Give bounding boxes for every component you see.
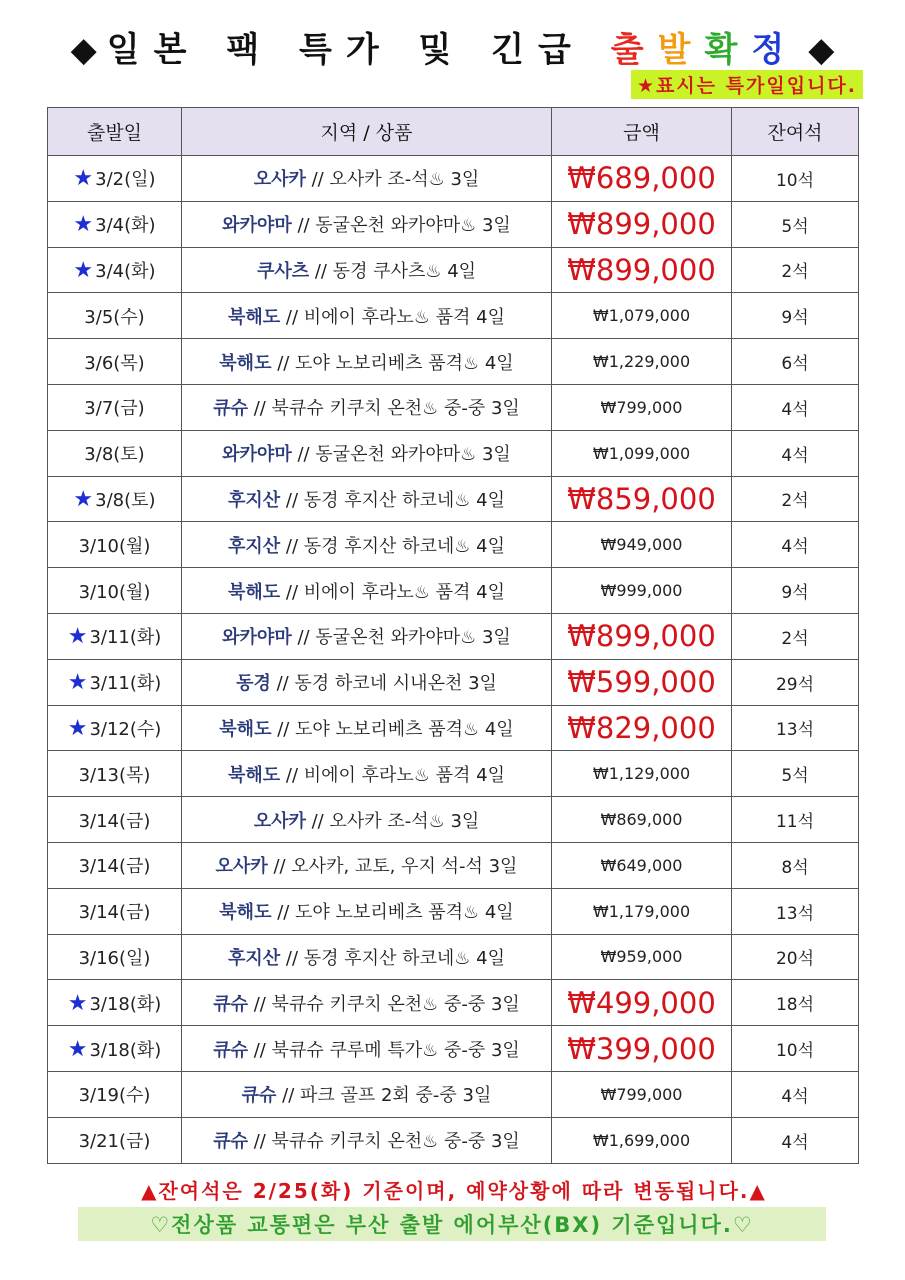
region-name: 북해도 bbox=[219, 902, 272, 924]
product-name: // 북큐슈 키쿠치 온천♨ 중-중 3일 bbox=[247, 993, 520, 1015]
header-product: 지역 / 상품 bbox=[182, 108, 552, 156]
price-cell: ₩949,000 bbox=[552, 522, 732, 568]
region-name: 큐슈 bbox=[213, 1039, 248, 1061]
product-cell bbox=[182, 522, 552, 568]
product-name: // 동경 후지산 하코네♨ 4일 bbox=[280, 535, 505, 557]
departure-date-cell bbox=[48, 659, 182, 705]
departure-date-cell bbox=[48, 980, 182, 1026]
price-cell: ₩1,099,000 bbox=[552, 430, 732, 476]
seats-cell: 4석 bbox=[732, 522, 859, 568]
table-row bbox=[48, 751, 859, 797]
table-row bbox=[48, 980, 859, 1026]
departure-date: 3/2(일) bbox=[95, 169, 156, 191]
departure-date: 3/8(토) bbox=[84, 444, 145, 466]
region-name: 와카야마 bbox=[222, 627, 292, 649]
product-name: // 도야 노보리베츠 품격♨ 4일 bbox=[271, 902, 514, 924]
product-name: // 동굴온천 와카야마♨ 3일 bbox=[291, 444, 511, 466]
seats-cell: 4석 bbox=[732, 1071, 859, 1117]
table-row bbox=[48, 522, 859, 568]
departure-date: 3/8(토) bbox=[95, 489, 156, 511]
region-name: 북해도 bbox=[228, 306, 281, 328]
departure-date: 3/12(수) bbox=[89, 718, 162, 740]
table-row bbox=[48, 201, 859, 247]
product-name: // 비에이 후라노♨ 품격 4일 bbox=[280, 306, 505, 328]
departure-date-cell bbox=[48, 201, 182, 247]
diamond-icon: ◆ bbox=[70, 30, 97, 70]
departure-date-cell bbox=[48, 751, 182, 797]
departure-date-cell bbox=[48, 1026, 182, 1072]
table-header-row bbox=[48, 108, 859, 156]
header-seats: 잔여석 bbox=[732, 108, 859, 156]
region-name: 북해도 bbox=[228, 764, 281, 786]
departure-date: 3/14(금) bbox=[78, 810, 151, 832]
departure-date: 3/14(금) bbox=[78, 856, 151, 878]
departure-date: 3/13(목) bbox=[78, 764, 151, 786]
price-cell: ₩899,000 bbox=[552, 247, 732, 293]
region-name: 북해도 bbox=[228, 581, 281, 603]
star-icon: ★ bbox=[67, 670, 88, 696]
product-cell bbox=[182, 156, 552, 202]
price-cell: ₩649,000 bbox=[552, 842, 732, 888]
star-icon: ★ bbox=[73, 212, 94, 238]
product-cell bbox=[182, 339, 552, 385]
region-name: 큐슈 bbox=[213, 993, 248, 1015]
special-note: ★표시는 특가일입니다. bbox=[631, 70, 863, 99]
title-char-1: 출 bbox=[610, 30, 658, 70]
departure-date: 3/7(금) bbox=[84, 398, 145, 420]
price-cell: ₩689,000 bbox=[552, 156, 732, 202]
table-row bbox=[48, 568, 859, 614]
departure-date: 3/18(화) bbox=[89, 1039, 162, 1061]
product-name: // 동경 후지산 하코네♨ 4일 bbox=[280, 489, 505, 511]
product-cell bbox=[182, 613, 552, 659]
table-row bbox=[48, 430, 859, 476]
product-cell bbox=[182, 1117, 552, 1163]
price-cell: ₩1,229,000 bbox=[552, 339, 732, 385]
region-name: 북해도 bbox=[219, 718, 272, 740]
transport-note: ♡전상품 교통편은 부산 출발 에어부산(BX) 기준입니다.♡ bbox=[78, 1207, 826, 1241]
seats-cell: 13석 bbox=[732, 705, 859, 751]
seats-cell: 2석 bbox=[732, 476, 859, 522]
product-cell bbox=[182, 476, 552, 522]
table-row bbox=[48, 476, 859, 522]
region-name: 후지산 bbox=[228, 535, 281, 557]
departure-date-cell bbox=[48, 430, 182, 476]
product-name: // 파크 골프 2회 중-중 3일 bbox=[276, 1085, 492, 1107]
seats-cell: 4석 bbox=[732, 430, 859, 476]
product-cell bbox=[182, 1071, 552, 1117]
departure-date: 3/4(화) bbox=[95, 215, 156, 237]
title-char-3: 확 bbox=[704, 30, 752, 70]
price-cell: ₩1,129,000 bbox=[552, 751, 732, 797]
product-name: // 오사카, 교토, 우지 석-석 3일 bbox=[267, 856, 518, 878]
seats-cell: 13석 bbox=[732, 888, 859, 934]
price-cell: ₩1,079,000 bbox=[552, 293, 732, 339]
star-icon: ★ bbox=[67, 624, 88, 650]
seats-cell: 4석 bbox=[732, 384, 859, 430]
product-cell bbox=[182, 430, 552, 476]
departure-date-cell bbox=[48, 1117, 182, 1163]
product-cell bbox=[182, 842, 552, 888]
departure-date: 3/11(화) bbox=[89, 673, 162, 695]
table-row bbox=[48, 339, 859, 385]
region-name: 큐슈 bbox=[213, 1131, 248, 1153]
region-name: 쿠사츠 bbox=[256, 260, 310, 282]
departure-date: 3/10(월) bbox=[78, 535, 151, 557]
seats-cell: 10석 bbox=[732, 156, 859, 202]
region-name: 큐슈 bbox=[213, 398, 248, 420]
table-row bbox=[48, 842, 859, 888]
star-icon: ★ bbox=[73, 486, 94, 512]
price-cell: ₩959,000 bbox=[552, 934, 732, 980]
region-name: 후지산 bbox=[228, 489, 281, 511]
star-icon: ★ bbox=[73, 257, 94, 283]
region-name: 오사카 bbox=[253, 169, 306, 191]
product-cell bbox=[182, 293, 552, 339]
product-name: // 비에이 후라노♨ 품격 4일 bbox=[280, 581, 505, 603]
price-cell: ₩999,000 bbox=[552, 568, 732, 614]
product-name: // 동경 후지산 하코네♨ 4일 bbox=[280, 947, 505, 969]
departure-date-cell bbox=[48, 522, 182, 568]
seats-cell: 2석 bbox=[732, 613, 859, 659]
departure-date-cell bbox=[48, 613, 182, 659]
product-name: // 동경 쿠사츠♨ 4일 bbox=[309, 260, 477, 282]
star-icon: ★ bbox=[67, 990, 88, 1016]
departure-date-cell bbox=[48, 934, 182, 980]
title-char-2: 발 bbox=[657, 30, 705, 70]
price-cell: ₩499,000 bbox=[552, 980, 732, 1026]
product-name: // 동굴온천 와카야마♨ 3일 bbox=[291, 627, 511, 649]
seats-cell: 18석 bbox=[732, 980, 859, 1026]
departure-date: 3/6(목) bbox=[84, 352, 145, 374]
product-cell bbox=[182, 201, 552, 247]
departure-date: 3/14(금) bbox=[78, 902, 151, 924]
table-body bbox=[48, 156, 859, 1164]
departure-date-cell bbox=[48, 797, 182, 843]
price-cell: ₩899,000 bbox=[552, 201, 732, 247]
product-name: // 도야 노보리베츠 품격♨ 4일 bbox=[271, 352, 514, 374]
product-cell bbox=[182, 659, 552, 705]
departure-date-cell bbox=[48, 476, 182, 522]
price-cell: ₩859,000 bbox=[552, 476, 732, 522]
departure-date: 3/18(화) bbox=[89, 993, 162, 1015]
product-name: // 동경 하코네 시내온천 3일 bbox=[270, 673, 497, 695]
product-cell bbox=[182, 568, 552, 614]
star-icon: ★ bbox=[67, 1036, 88, 1062]
product-cell bbox=[182, 797, 552, 843]
seats-cell: 8석 bbox=[732, 842, 859, 888]
price-cell: ₩799,000 bbox=[552, 384, 732, 430]
table-row bbox=[48, 293, 859, 339]
title-char-4: 정 bbox=[751, 30, 799, 70]
table-row bbox=[48, 247, 859, 293]
deals-table bbox=[47, 107, 859, 1164]
region-name: 후지산 bbox=[228, 947, 281, 969]
seats-cell: 9석 bbox=[732, 568, 859, 614]
departure-date-cell bbox=[48, 888, 182, 934]
seats-cell: 11석 bbox=[732, 797, 859, 843]
price-cell: ₩1,179,000 bbox=[552, 888, 732, 934]
table-row bbox=[48, 1117, 859, 1163]
departure-date-cell bbox=[48, 1071, 182, 1117]
price-cell: ₩399,000 bbox=[552, 1026, 732, 1072]
product-name: // 북큐슈 키쿠치 온천♨ 중-중 3일 bbox=[247, 1131, 520, 1153]
product-cell bbox=[182, 247, 552, 293]
table-row bbox=[48, 1071, 859, 1117]
seats-cell: 29석 bbox=[732, 659, 859, 705]
departure-date: 3/11(화) bbox=[89, 627, 162, 649]
departure-date: 3/10(월) bbox=[78, 581, 151, 603]
price-cell: ₩869,000 bbox=[552, 797, 732, 843]
departure-date-cell bbox=[48, 339, 182, 385]
departure-date-cell bbox=[48, 247, 182, 293]
table-row bbox=[48, 934, 859, 980]
header-date: 출발일 bbox=[48, 108, 182, 156]
diamond-icon: ◆ bbox=[808, 30, 835, 70]
product-name: // 오사카 조-석♨ 3일 bbox=[305, 169, 480, 191]
departure-date: 3/4(화) bbox=[95, 260, 156, 282]
product-name: // 북큐슈 쿠루메 특가♨ 중-중 3일 bbox=[247, 1039, 520, 1061]
header-price: 금액 bbox=[552, 108, 732, 156]
departure-date-cell bbox=[48, 568, 182, 614]
departure-date-cell bbox=[48, 705, 182, 751]
table-row bbox=[48, 659, 859, 705]
table-row bbox=[48, 384, 859, 430]
region-name: 큐슈 bbox=[241, 1085, 277, 1107]
seats-cell: 2석 bbox=[732, 247, 859, 293]
page-title bbox=[0, 22, 905, 71]
product-name: // 비에이 후라노♨ 품격 4일 bbox=[280, 764, 505, 786]
departure-date: 3/21(금) bbox=[78, 1131, 151, 1153]
departure-date: 3/5(수) bbox=[84, 306, 145, 328]
star-icon: ★ bbox=[67, 715, 88, 741]
seats-cell: 5석 bbox=[732, 201, 859, 247]
price-cell: ₩829,000 bbox=[552, 705, 732, 751]
price-cell: ₩1,699,000 bbox=[552, 1117, 732, 1163]
product-cell bbox=[182, 751, 552, 797]
departure-date-cell bbox=[48, 384, 182, 430]
region-name: 오사카 bbox=[215, 856, 268, 878]
departure-date-cell bbox=[48, 293, 182, 339]
region-name: 와카야마 bbox=[222, 444, 292, 466]
product-cell bbox=[182, 934, 552, 980]
product-cell bbox=[182, 980, 552, 1026]
table-row bbox=[48, 156, 859, 202]
product-cell bbox=[182, 1026, 552, 1072]
product-name: // 도야 노보리베츠 품격♨ 4일 bbox=[271, 718, 514, 740]
product-cell bbox=[182, 888, 552, 934]
product-cell bbox=[182, 705, 552, 751]
product-name: // 오사카 조-석♨ 3일 bbox=[305, 810, 480, 832]
region-name: 북해도 bbox=[219, 352, 272, 374]
star-icon: ★ bbox=[73, 166, 94, 192]
price-cell: ₩599,000 bbox=[552, 659, 732, 705]
seats-note: ▲잔여석은 2/25(화) 기준이며, 예약상황에 따라 변동됩니다.▲ bbox=[141, 1179, 767, 1203]
table-row bbox=[48, 1026, 859, 1072]
region-name: 와카야마 bbox=[222, 215, 292, 237]
seats-cell: 9석 bbox=[732, 293, 859, 339]
seats-cell: 10석 bbox=[732, 1026, 859, 1072]
seats-cell: 4석 bbox=[732, 1117, 859, 1163]
title-text: 일본 팩 특가 및 긴급 bbox=[106, 30, 585, 70]
departure-date: 3/19(수) bbox=[78, 1085, 151, 1107]
product-cell bbox=[182, 384, 552, 430]
product-name: // 북큐슈 키쿠치 온천♨ 중-중 3일 bbox=[247, 398, 520, 420]
price-cell: ₩799,000 bbox=[552, 1071, 732, 1117]
table-row bbox=[48, 888, 859, 934]
seats-cell: 6석 bbox=[732, 339, 859, 385]
departure-date-cell bbox=[48, 156, 182, 202]
region-name: 동경 bbox=[236, 673, 271, 695]
product-name: // 동굴온천 와카야마♨ 3일 bbox=[291, 215, 511, 237]
departure-date-cell bbox=[48, 842, 182, 888]
table-row bbox=[48, 797, 859, 843]
table-row bbox=[48, 705, 859, 751]
price-cell: ₩899,000 bbox=[552, 613, 732, 659]
seats-cell: 5석 bbox=[732, 751, 859, 797]
seats-cell: 20석 bbox=[732, 934, 859, 980]
departure-date: 3/16(일) bbox=[78, 947, 151, 969]
table-row bbox=[48, 613, 859, 659]
region-name: 오사카 bbox=[253, 810, 306, 832]
